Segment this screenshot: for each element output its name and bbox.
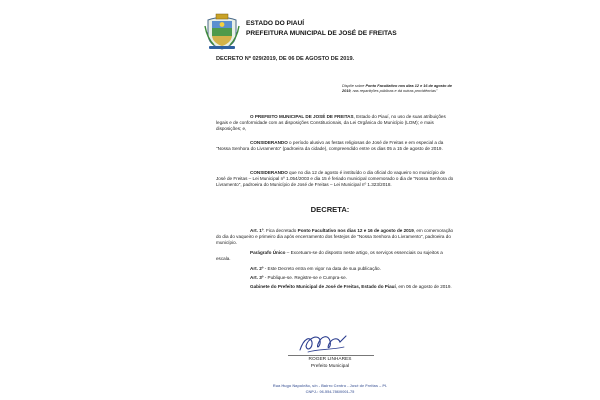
considerando-paragraph-2: CONSIDERANDO que no dia 12 de agosto é instituído o dia oficial do vaqueiro no município de José de Freitas – Lei Municipal nº 1.054/2003 e dia 15 é feriado municipal comemorado o dia de "Nossa Senhora do Livramento", padroeira do Município de José de Freitas – Lei Municipal nº 1.323/2018. [216, 170, 454, 188]
signatory-name: ROGER LINHARES [308, 357, 352, 362]
header-state: ESTADO DO PIAUÍ [246, 20, 305, 27]
article-1: Art. 1º. Fica decretado Ponto Facultativo nos dias 12 e 16 de agosto de 2019, em comemoração do dia do vaqueiro e primeiro dia após encerramento dos festejos de "Nossa Senhora do Livramento", padroeira do município. [216, 228, 454, 246]
decree-number: DECRETO Nº 029/2019, DE 06 DE AGOSTO DE 2019. [216, 56, 355, 62]
signature-line [288, 355, 374, 356]
handwritten-signature [298, 332, 350, 356]
header-prefeitura: PREFEITURA MUNICIPAL DE JOSÉ DE FREITAS [246, 30, 397, 37]
paragrafo-unico: Parágrafo Único – Excetuam-se do disposto neste artigo, os serviços essenciais ou sujeitos a escala. [216, 250, 443, 262]
intro-paragraph: O PREFEITO MUNICIPAL DE JOSÉ DE FREITAS, Estado do Piauí, no uso de suas atribuições legais e de conformidade com as disposições Constitucionais, da Lei Orgânica do Município (LOM); e mais disposições; e, [216, 114, 446, 132]
footer-address: Rua Hugo Napoleão, s/n - Bairro Centro - José de Freitas – PI. [272, 383, 388, 388]
municipal-coat-of-arms-icon [204, 12, 240, 50]
decreta-heading: DECRETA: [310, 205, 350, 214]
considerando-paragraph-1: CONSIDERANDO o período alusivo as festas religiosas de José de Freitas e em especial a da "Nossa Senhora do Livramento" (padroeira da cidade), compreendido entre os dias 05 a 15 de agosto de 2019. [216, 140, 444, 152]
article-2: Art. 2º - Este Decreto entra em vigor na data de sua publicação. [250, 266, 381, 271]
signatory-role: Prefeito Municipal [310, 364, 350, 369]
footer-cnpj: CNPJ.: 06.554.786/0001-75 [305, 389, 355, 394]
gabinete-closing: Gabinete do Prefeito Municipal de José de Freitas, Estado do Piauí, em 06 de agosto de 2019. [250, 284, 452, 289]
article-3: Art. 3º - Publique-se. Registre-se e Cumpra-se. [250, 275, 347, 280]
document-page [190, 0, 470, 400]
decree-summary: Dispõe sobre Ponto Facultativo nos dias 12 e 16 de agosto de 2019, nas repartições públicas e dá outras providências" [342, 84, 452, 94]
